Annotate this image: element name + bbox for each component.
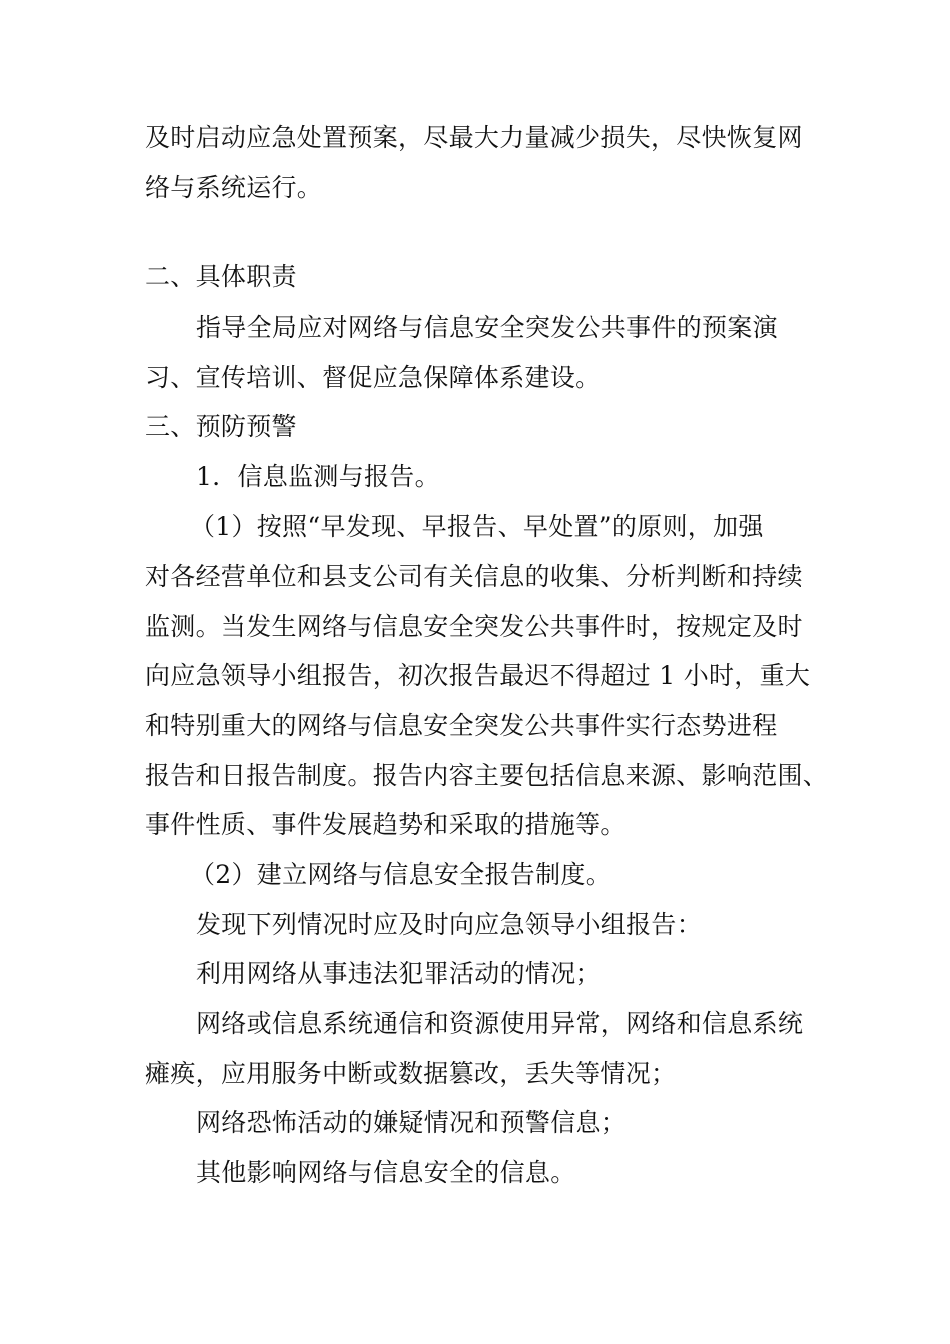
paragraph-line: （2）建立网络与信息安全报告制度。 (190, 860, 612, 889)
list-item: 利用网络从事违法犯罪活动的情况； (196, 959, 601, 988)
paragraph-line: 事件性质、事件发展趋势和采取的措施等。 (145, 810, 626, 839)
list-item: 其他影响网络与信息安全的信息。 (196, 1158, 576, 1187)
paragraph-line: 习、宣传培训、督促应急保障体系建设。 (145, 363, 601, 392)
paragraph-line: 和特别重大的网络与信息安全突发公共事件实行态势进程 (145, 711, 778, 740)
paragraph-line: （1）按照“早发现、早报告、早处置”的原则，加强 (190, 512, 764, 541)
paragraph-line: 向应急领导小组报告，初次报告最迟不得超过 1 小时，重大 (145, 661, 811, 690)
subsection-heading: 1．信息监测与报告。 (196, 462, 440, 491)
paragraph-line: 络与系统运行。 (145, 173, 323, 202)
paragraph-line: 监测。当发生网络与信息安全突发公共事件时，按规定及时 (145, 612, 803, 641)
paragraph-line: 对各经营单位和县支公司有关信息的收集、分析判断和持续 (145, 562, 803, 591)
paragraph-line: 及时启动应急处置预案，尽最大力量减少损失，尽快恢复网 (145, 123, 803, 152)
list-item: 网络或信息系统通信和资源使用异常，网络和信息系统 (196, 1009, 804, 1038)
paragraph-line: 发现下列情况时应及时向应急领导小组报告： (196, 910, 703, 939)
list-item: 网络恐怖活动的嫌疑情况和预警信息； (196, 1108, 627, 1137)
paragraph-line: 报告和日报告制度。报告内容主要包括信息来源、影响范围、 (145, 761, 829, 790)
section-heading: 三、预防预警 (145, 412, 297, 441)
section-heading: 二、具体职责 (145, 262, 297, 291)
paragraph-line: 瘫痪，应用服务中断或数据篡改，丢失等情况； (145, 1059, 677, 1088)
paragraph-line: 指导全局应对网络与信息安全突发公共事件的预案演 (196, 313, 778, 342)
